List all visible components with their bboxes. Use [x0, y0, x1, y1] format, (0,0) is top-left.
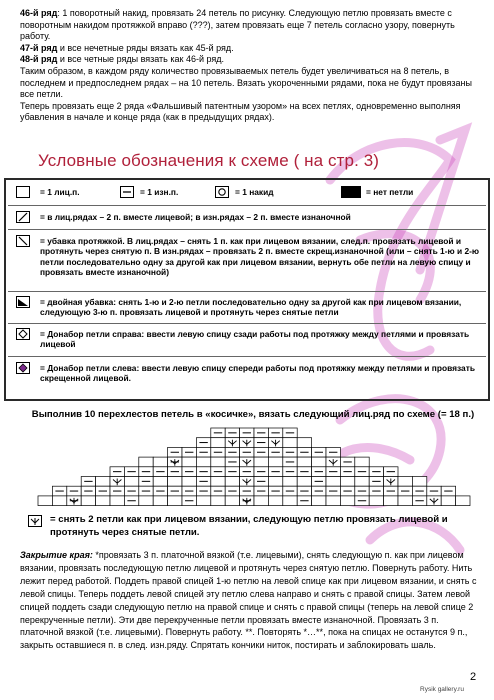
chart-cell [211, 438, 225, 448]
legend-row-double-dec [10, 296, 484, 321]
legend-row-ssk [10, 235, 484, 290]
chart-cell [81, 496, 95, 506]
double-decrease-note-text: = снять 2 петли как при лицевом вязании, следующую петлю провязать лицевой и протянуть через снятые петли. [50, 514, 448, 538]
chart-cell [456, 496, 470, 506]
legend-divider [8, 291, 486, 292]
legend-title: Условные обозначения к схеме ( на стр. 3) [38, 151, 380, 170]
double-decrease-arrow-icon [28, 515, 42, 527]
chart-cell [96, 496, 110, 506]
closing-text: *провязать 3 п. платочной вязкой (т.е. лицевыми), снять следующую п. как при лицевом вязании, провязать последующую петлю лицевой и протянуть через снятую петлю. Повернуть работу. Нить лежит перед работой. Поддеть правой спицей 1-ю петлю на левой спице как при лицевом вязании, и снять с левой спицы. Теперь поддеть левой спицей эту петлю слева направо и снять с правой спицы. Затем левой спицей поддеть сзади следующую петлю на правой спице и снять с правой спицы (теперь на левой спице 2 перекрученные петли). Эти две перекрученные петли провязать вместе изнаночной. Провязать 3 п. платочной вязкой (т.е. лицевыми). Повернуть работу. **. Повторять *…**, пока на спицах не останутся 9 п., закрыть оставшиеся п. в след. изн.ряду. Спрятать кончики ниток, постирать и заблокировать шаль. [20, 550, 477, 651]
chart-cell [182, 457, 196, 467]
ssk-label: = убавка протяжкой. В лиц.рядах – снять 1 п. как при лицевом вязании, след.п. провязать лицевой и протянуть через снятую п. В изн.рядах – провязать 2 п. вместе скрещ.изнаночной (или – снять 1-ю и 2-ю петли последовательно одну за другой как при лицевом вязании, вернуть обе петли на левую спицу и провязать вместе изнаночной) [40, 236, 480, 278]
chart-cell [211, 457, 225, 467]
chart-cell [297, 457, 311, 467]
row-47-paragraph: 47-й ряд и все нечетные ряды вязать как 45-й ряд. [20, 42, 234, 53]
chart-cell [268, 457, 282, 467]
make-one-left-icon [16, 362, 30, 374]
chart-cell [254, 457, 268, 467]
chart-cell [196, 496, 210, 506]
double-decrease-icon [16, 296, 30, 308]
chart-cell [225, 477, 239, 487]
page-number: 2 [470, 671, 477, 683]
chart-cell [139, 457, 153, 467]
legend-row-k2tog [10, 211, 484, 225]
chart-cell [340, 496, 354, 506]
chart-cell [153, 496, 167, 506]
make-one-right-icon [16, 328, 30, 340]
chart-cell [168, 496, 182, 506]
chart-cell [168, 477, 182, 487]
chart-cell [283, 438, 297, 448]
chart-cell [355, 477, 369, 487]
chart-cell [182, 477, 196, 487]
instructions-intro [20, 8, 482, 124]
chart-cell [254, 496, 268, 506]
legend-row-m1r [10, 328, 484, 353]
chart-cell [326, 496, 340, 506]
make-one-right-label: = Донабор петли справа: ввести левую спицу сзади работы под протяжку между петлями и провязать лицевой [40, 329, 470, 350]
chart-cell [225, 496, 239, 506]
chart-cell [110, 496, 124, 506]
chart-cell [153, 477, 167, 487]
no-stitch-label: = нет петли [366, 187, 414, 197]
legend-divider [8, 323, 486, 324]
chart-cell [124, 477, 138, 487]
purl-label: = 1 изн.п. [140, 187, 179, 197]
chart-cell [340, 477, 354, 487]
knit-label: = 1 лиц.п. [40, 187, 80, 197]
increase-paragraph: Таким образом, в каждом ряду количество провязываемых петель будет увеличиваться на 8 петель, в последнем и предпоследнем рядах – на 10 петель. Вязать укороченными рядами, пока не будут провязаны все петли. [20, 65, 472, 100]
chart-cell [312, 457, 326, 467]
cable-instruction: Выполнив 10 перехлестов петель в «косичке», вязать следующий лиц.ряд по схеме (= 18 п.) [31, 409, 475, 420]
legend-row-basic [10, 186, 484, 200]
ssk-icon [16, 235, 30, 247]
chart-cell [196, 457, 210, 467]
row-48-paragraph: 48-й ряд и все четные ряды вязать как 46-й ряд. [20, 54, 225, 65]
chart-cell [384, 496, 398, 506]
yarn-over-label: = 1 накид [235, 187, 274, 197]
final-rows-paragraph: Теперь провязать еще 2 ряда «Фальшивый патентным узором» на всех петлях, одновременно выполняя убавления в начале и конце ряда (как в предыдущих рядах). [20, 100, 461, 123]
chart-cell [283, 496, 297, 506]
legend-divider [8, 205, 486, 206]
chart-cell [211, 477, 225, 487]
closing-edge-paragraph [20, 549, 482, 652]
chart-cell [412, 477, 426, 487]
double-decrease-label: = двойная убавка: снять 1-ю и 2-ю петли последовательно одну за другой как при лицевом вязании, следующую 3-ю п. провязать лицевой и протянуть через снятые петли [40, 297, 462, 318]
row-46-paragraph: 46-й ряд: 1 поворотный накид, провязать 24 петель по рисунку. Следующую петлю провязать вместе с поворотным накидом протяжкой вправо (???), затем провязать еще 7 петель согласно узору, повернуть работу. [20, 8, 455, 42]
stitch-chart [0, 426, 494, 508]
legend-divider [8, 229, 486, 230]
make-one-left-label: = Донабор петли слева: ввести левую спицу спереди работы под протяжку между петлями и провязать скрещенной лицевой. [40, 363, 475, 384]
chart-cell [369, 496, 383, 506]
yarn-over-icon [215, 186, 229, 198]
chart-cell [268, 496, 282, 506]
stitch-chart-grid [38, 428, 470, 506]
chart-cell [398, 496, 412, 506]
double-decrease-note [28, 513, 474, 539]
chart-cell [441, 496, 455, 506]
no-stitch-icon [341, 186, 361, 198]
chart-cell [268, 477, 282, 487]
chart-cell [153, 457, 167, 467]
closing-heading: Закрытие края: [20, 550, 93, 560]
knit-stitch-icon [16, 186, 30, 198]
chart-cell [211, 496, 225, 506]
legend-divider [8, 356, 486, 357]
k2tog-label: = в лиц.рядах – 2 п. вместе лицевой; в изн.рядах – 2 п. вместе изнаночной [40, 212, 351, 222]
chart-cell [38, 496, 52, 506]
footer-credit: Rysik gallery.ru [420, 686, 464, 693]
chart-cell [312, 496, 326, 506]
chart-cell [283, 477, 297, 487]
chart-cell [326, 477, 340, 487]
chart-cell [52, 496, 66, 506]
chart-cell [139, 496, 153, 506]
legend-row-m1l [10, 362, 484, 390]
chart-cell [297, 477, 311, 487]
chart-cell [398, 477, 412, 487]
k2tog-icon [16, 211, 30, 223]
purl-stitch-icon [120, 186, 134, 198]
chart-cell [96, 477, 110, 487]
chart-cell [355, 457, 369, 467]
legend-box [4, 178, 490, 401]
chart-cell [297, 438, 311, 448]
